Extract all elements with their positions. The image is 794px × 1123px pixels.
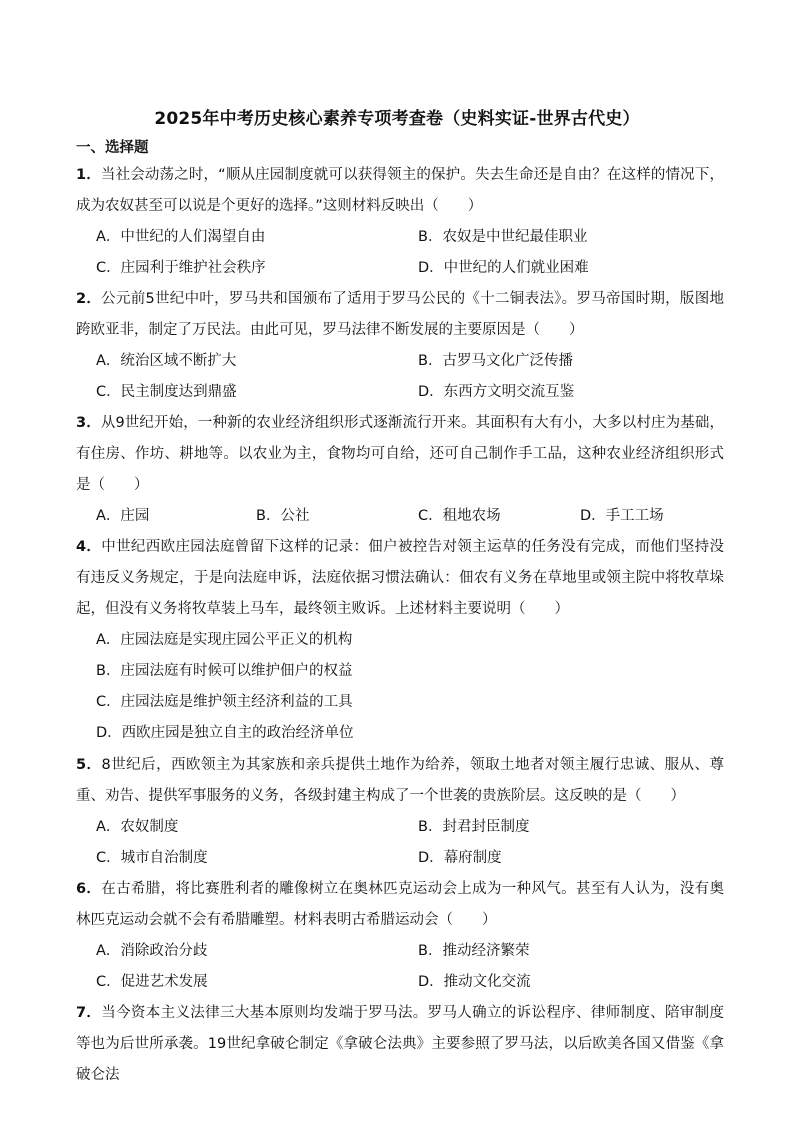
question-2 [76, 284, 724, 408]
question-stem [76, 284, 724, 346]
option-d[interactable]: D．手工工场 [580, 508, 664, 524]
option-a[interactable]: A．中世纪的人们渴望自由 [96, 229, 266, 245]
option-c[interactable]: C．民主制度达到鼎盛 [96, 384, 237, 400]
question-4 [76, 532, 724, 749]
option-d[interactable]: D．幕府制度 [418, 850, 502, 866]
question-number: 7． [76, 1005, 102, 1021]
option-a[interactable]: A．统治区域不断扩大 [96, 353, 237, 369]
question-text: 从9世纪开始，一种新的农业经济组织形式逐渐流行开来。其面积有大有小，大多以村庄为基础，有住房、作坊、耕地等。以农业为主，食物均可自给，还可自己制作手工品，这种农业经济组织形式是（ ） [76, 415, 724, 493]
option-d[interactable]: D．东西方文明交流互鉴 [418, 384, 575, 400]
question-6 [76, 874, 724, 998]
option-c[interactable]: C．城市自治制度 [96, 850, 208, 866]
question-number: 3． [76, 415, 101, 431]
question-text: 中世纪西欧庄园法庭曾留下这样的记录：佃户被控告对领主运草的任务没有完成，而他们坚持没有违反义务规定，于是向法庭申诉，法庭依据习惯法确认：佃农有义务在草地里或领主院中将牧草垛起，但没有义务将牧草装上马车，最终领主败诉。上述材料主要说明（ ） [76, 539, 724, 617]
question-text: 当社会动荡之时，“顺从庄园制度就可以获得领主的保护。失去生命还是自由？在这样的情况下，成为农奴甚至可以说是个更好的选择。”这则材料反映出（ ） [76, 167, 724, 214]
option-c[interactable]: C．庄园法庭是维护领主经济利益的工具 [96, 694, 353, 710]
option-d[interactable]: D．西欧庄园是独立自主的政治经济单位 [96, 725, 354, 741]
question-number: 4． [76, 539, 102, 555]
question-stem [76, 998, 724, 1091]
option-a[interactable]: A．农奴制度 [96, 819, 179, 835]
options [96, 346, 724, 408]
question-text: 公元前5世纪中叶，罗马共和国颁布了适用于罗马公民的《十二铜表法》。罗马帝国时期，版图地跨欧亚非，制定了万民法。由此可见，罗马法律不断发展的主要原因是（ ） [76, 291, 724, 338]
option-b[interactable]: B．公社 [256, 508, 310, 524]
options [96, 812, 724, 874]
options [96, 222, 724, 284]
question-5 [76, 750, 724, 874]
question-stem [76, 874, 724, 936]
option-b[interactable]: B．推动经济繁荣 [418, 943, 530, 959]
question-7 [76, 998, 724, 1091]
option-a[interactable]: A．消除政治分歧 [96, 943, 208, 959]
option-d[interactable]: D．推动文化交流 [418, 974, 531, 990]
option-b[interactable]: B．农奴是中世纪最佳职业 [418, 229, 588, 245]
option-a[interactable]: A．庄园法庭是实现庄园公平正义的机构 [96, 632, 353, 648]
question-1 [76, 160, 724, 284]
page-title: 2025年中考历史核心素养专项考查卷（史料实证-世界古代史） [154, 109, 640, 129]
option-b[interactable]: B．封君封臣制度 [418, 819, 530, 835]
question-3 [76, 408, 724, 532]
question-text: 在古希腊，将比赛胜利者的雕像树立在奥林匹克运动会上成为一种风气。甚至有人认为，没有奥林匹克运动会就不会有希腊雕塑。材料表明古希腊运动会（ ） [76, 881, 724, 928]
question-stem [76, 408, 724, 501]
option-d[interactable]: D．中世纪的人们就业困难 [418, 260, 589, 276]
question-number: 5． [76, 757, 102, 773]
question-number: 2． [76, 291, 102, 307]
options [96, 625, 724, 749]
option-c[interactable]: C．租地农场 [418, 508, 501, 524]
question-text: 8世纪后，西欧领主为其家族和亲兵提供土地作为给养，领取土地者对领主履行忠诚、服从、尊重、劝告、提供军事服务的义务，各级封建主构成了一个世袭的贵族阶层。这反映的是（ ） [76, 757, 724, 804]
option-c[interactable]: C．促进艺术发展 [96, 974, 208, 990]
question-number: 1． [76, 167, 101, 183]
option-a[interactable]: A．庄园 [96, 508, 150, 524]
question-stem [76, 532, 724, 625]
options [96, 936, 724, 998]
option-b[interactable]: B．庄园法庭有时候可以维护佃户的权益 [96, 663, 353, 679]
section-heading: 一、选择题 [76, 140, 149, 156]
question-stem [76, 750, 724, 812]
question-stem [76, 160, 724, 222]
question-number: 6． [76, 881, 102, 897]
option-b[interactable]: B．古罗马文化广泛传播 [418, 353, 573, 369]
option-c[interactable]: C．庄园利于维护社会秩序 [96, 260, 266, 276]
question-text: 当今资本主义法律三大基本原则均发端于罗马法。罗马人确立的诉讼程序、律师制度、陪审制度等也为后世所承袭。19世纪拿破仑制定《拿破仑法典》主要参照了罗马法，以后欧美各国又借鉴《拿破仑法 [76, 1005, 724, 1083]
options [96, 501, 724, 532]
